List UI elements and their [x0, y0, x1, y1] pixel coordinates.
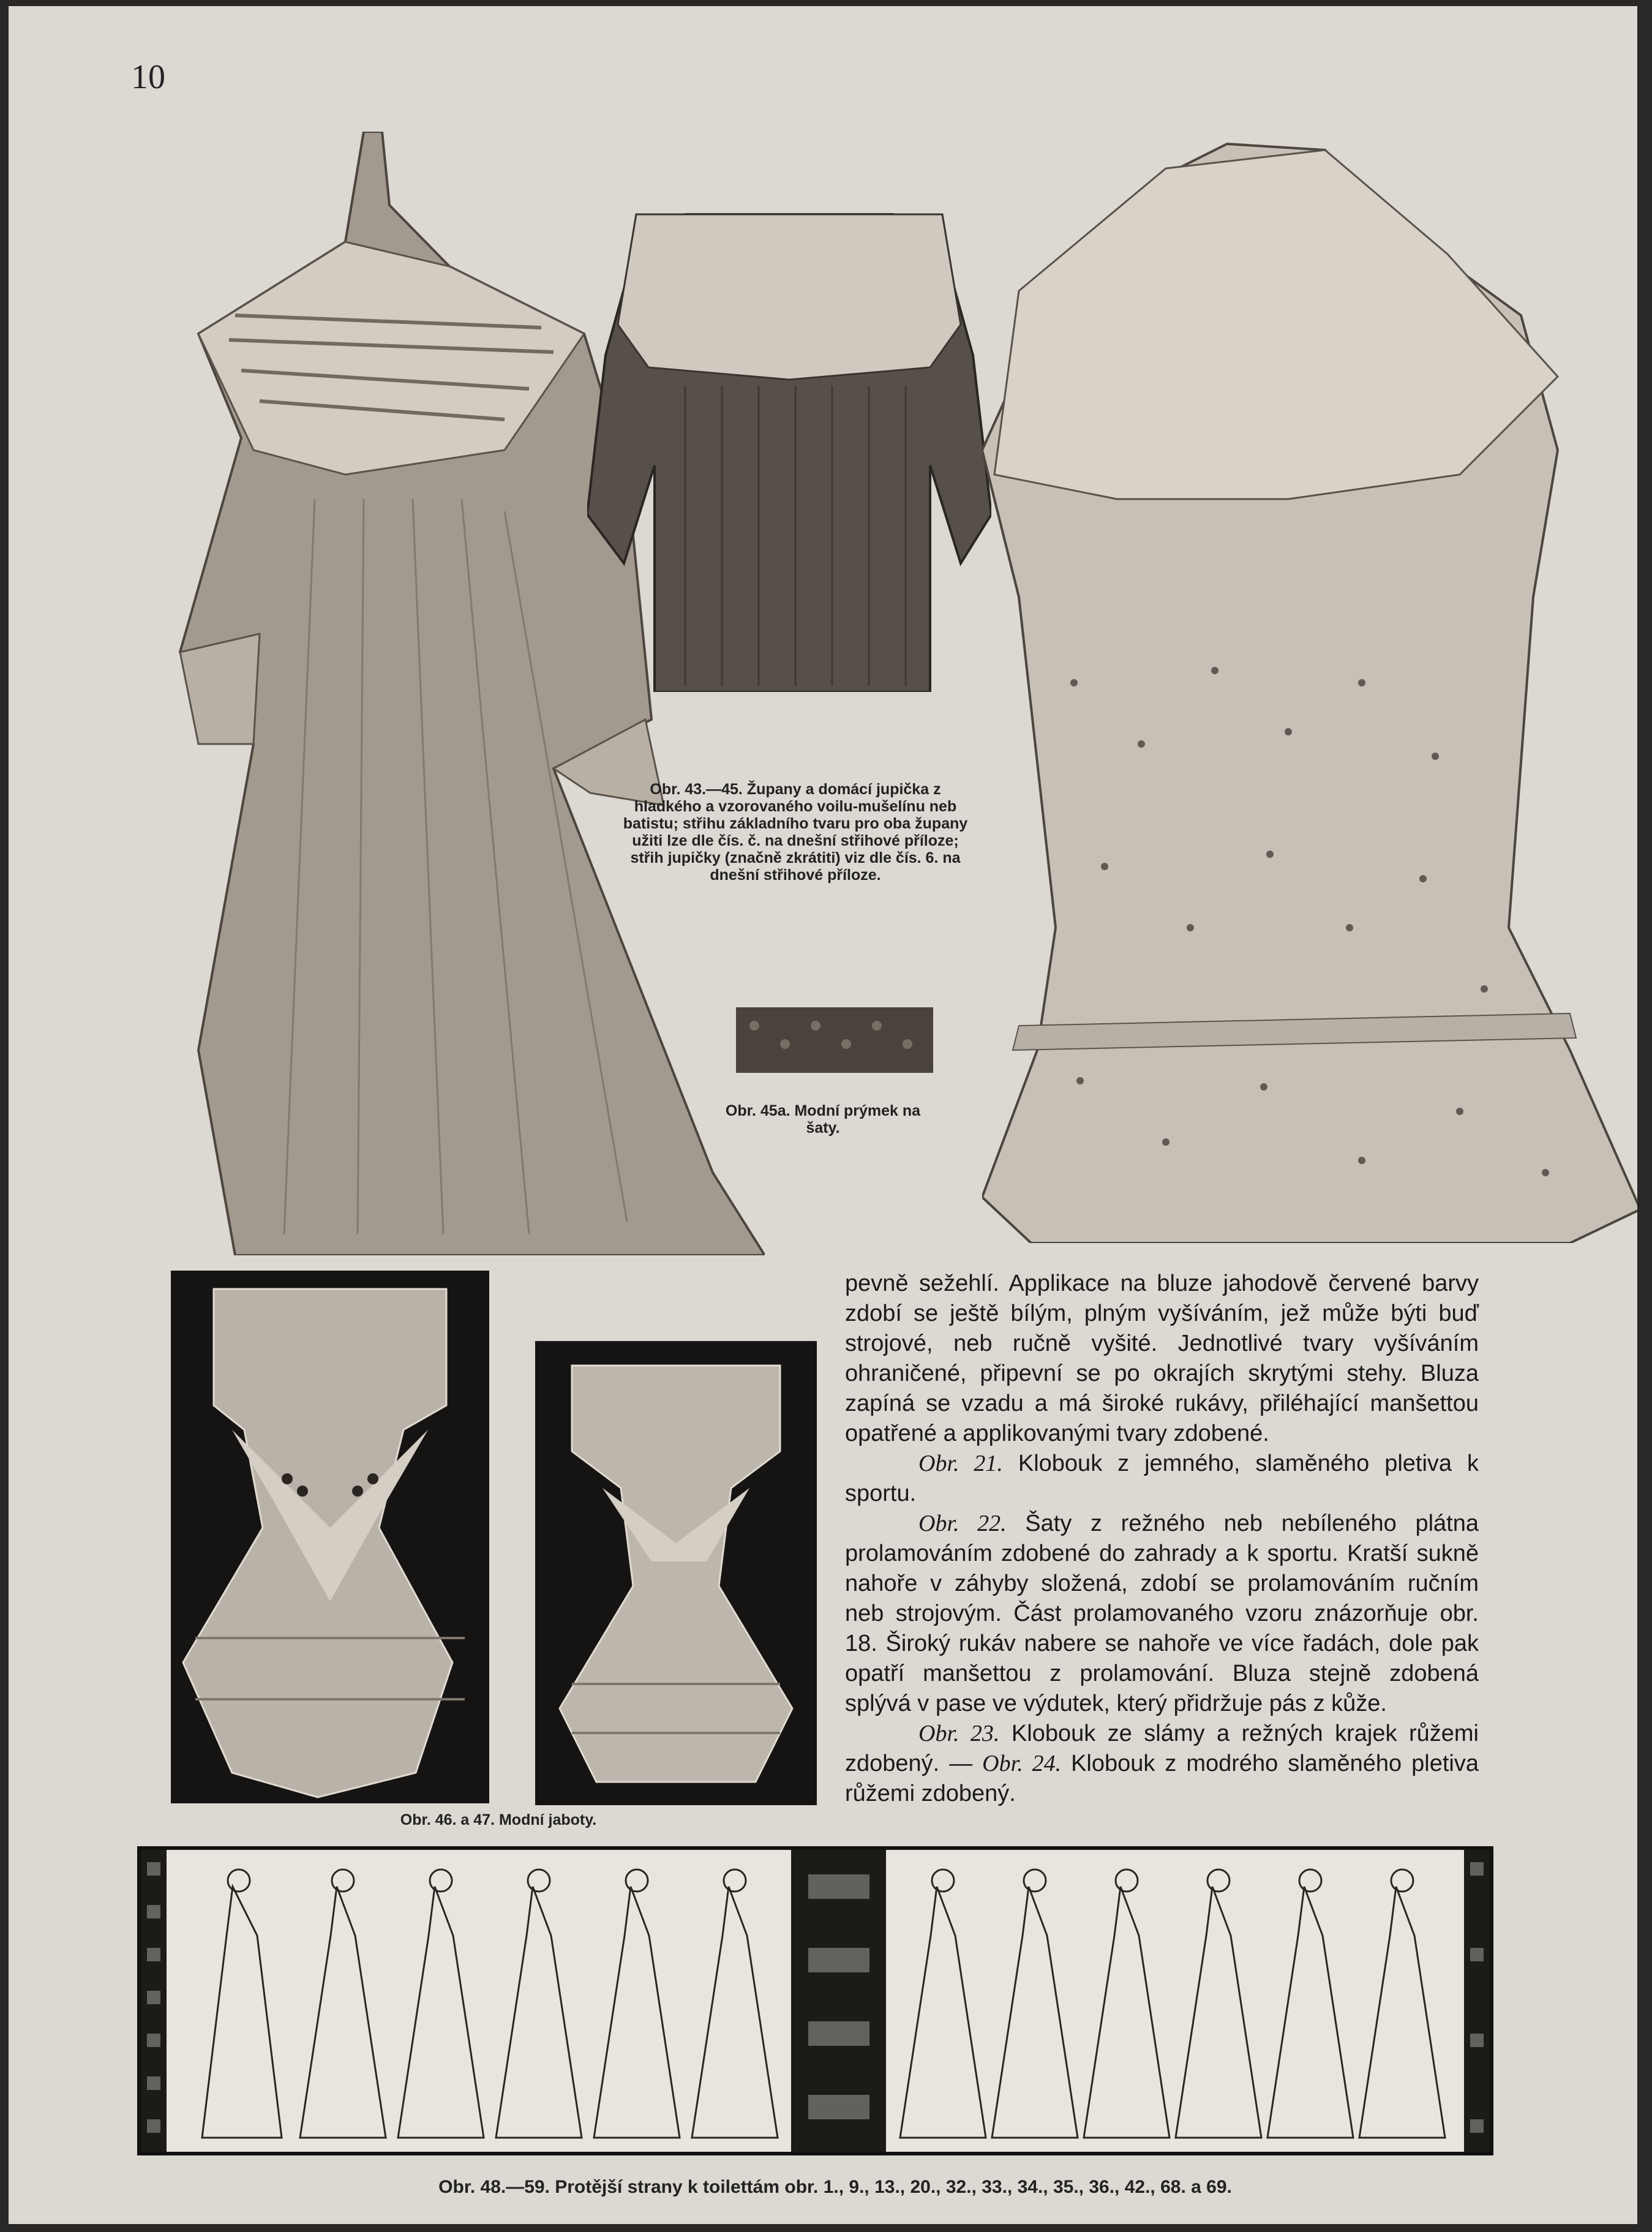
caption-fig-46-47: Obr. 46. a 47. Modní jaboty. [400, 1811, 597, 1828]
figure-ref-21: Obr. 21. [918, 1451, 1003, 1476]
trim-swatch-image [736, 1007, 933, 1073]
paragraph-2 [845, 1449, 1479, 1509]
paragraph-4-text-2: Klobouk z modrého slaměného pletiva růžemi zdobený. [845, 1751, 1479, 1806]
jacket-illustration [587, 171, 991, 692]
paragraph-1: pevně sežehlí. Applikace na bluze jahodově červené barvy zdobí se ještě bílým, plným vyšíváním, jež může býti buď strojové, neb ručně vyšité. Jednotlivé tvary vyšíváním ohraničené, připevní se po okrajích skrytými stehy. Bluza zapíná se vzadu a má široké rukávy, přiléhající manšettou opatřené a applikovanými tvary zdobené. [845, 1271, 1479, 1446]
figure-ref-24: Obr. 24. [982, 1751, 1062, 1776]
page-number: 10 [131, 58, 165, 96]
jabot-photo-46 [171, 1271, 489, 1803]
caption-fig-45a: Obr. 45a. Modní prýmek na šaty. [725, 1102, 921, 1137]
caption-fig-48-59: Obr. 48.—59. Protější strany k toilettám obr. 1., 9., 13., 20., 32., 33., 34., 35., 36., 42., 68. a 69. [438, 2177, 1232, 2197]
fashion-figures-strip [137, 1846, 1493, 2155]
jabot-photo-47 [535, 1341, 817, 1805]
figure-ref-22: Obr. 22. [918, 1511, 1007, 1536]
paragraph-3-text: Šaty z režného neb nebíleného plátna prolamováním zdobené do zahrady a k sportu. Kratší sukně nahoře v záhyby složená, zdobí se prolamováním ručním neb strojovým. Část prolamovaného vzoru znázorňuje obr. 18. Široký rukáv nabere se nahoře ve více řadách, dole pak opatří manšettou z prolamování. Bluza stejně zdobená splývá v pase ve výdutek, který přidržuje pás z kůže. [845, 1511, 1479, 1716]
magazine-page [9, 6, 1637, 2224]
paragraph-2-text: Klobouk z jemného, slaměného pletiva k sportu. [845, 1451, 1479, 1506]
paragraph-4 [845, 1719, 1479, 1809]
paragraph-4-text: Klobouk ze slámy a režných krajek růžemi zdobený. — [845, 1721, 1479, 1776]
figure-ref-23: Obr. 23. [918, 1721, 1000, 1746]
article-text [845, 1269, 1479, 1809]
paragraph-3 [845, 1509, 1479, 1719]
caption-fig-43-45: Obr. 43.—45. Župany a domácí jupička z hladkého a vzorovaného voilu-mušelínu neb batistu; střihu základního tvaru pro oba župany užiti lze dle čís. č. na dnešní střihové příloze; střih jupičky (značně zkrátiti) viz dle čís. 6. na dnešní střihové příloze. [623, 781, 968, 884]
gown-illustration-right [982, 132, 1637, 1243]
